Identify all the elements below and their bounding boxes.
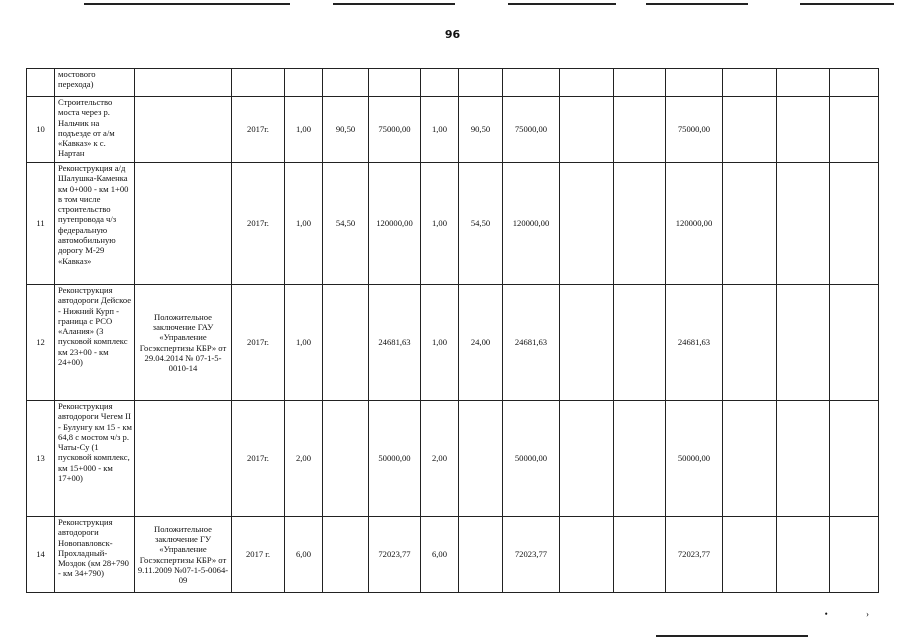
empty-cell	[723, 69, 777, 97]
table-row	[27, 163, 879, 285]
year-cell: 2017г.	[232, 285, 285, 401]
value-cell	[323, 517, 369, 593]
expertise-document: Положительное заключение ГАУ «Управление Госэкспертизы КБР» от 29.04.2014 № 07-1-5-0010-14	[135, 285, 232, 401]
row-number: 14	[27, 517, 55, 593]
row-number: 10	[27, 97, 55, 163]
empty-cell	[614, 163, 666, 285]
value-cell: 50000,00	[369, 401, 421, 517]
value-cell: 1,00	[421, 163, 459, 285]
value-cell	[285, 69, 323, 97]
empty-cell	[830, 163, 879, 285]
expertise-document	[135, 97, 232, 163]
value-cell: 120000,00	[666, 163, 723, 285]
empty-cell	[777, 517, 830, 593]
year-cell: 2017г.	[232, 163, 285, 285]
top-rule-5	[800, 3, 894, 5]
value-cell: 75000,00	[369, 97, 421, 163]
value-cell: 24,00	[459, 285, 503, 401]
value-cell: 54,50	[323, 163, 369, 285]
empty-cell	[560, 401, 614, 517]
value-cell: 2,00	[285, 401, 323, 517]
empty-cell	[830, 97, 879, 163]
value-cell: 1,00	[285, 285, 323, 401]
value-cell	[459, 517, 503, 593]
empty-cell	[560, 517, 614, 593]
value-cell: 1,00	[421, 285, 459, 401]
value-cell: 72023,77	[503, 517, 560, 593]
value-cell	[323, 285, 369, 401]
empty-cell	[830, 401, 879, 517]
value-cell: 90,50	[459, 97, 503, 163]
value-cell: 24681,63	[666, 285, 723, 401]
empty-cell	[830, 69, 879, 97]
row-number	[27, 69, 55, 97]
bottom-rule	[656, 635, 808, 637]
empty-cell	[777, 69, 830, 97]
year-cell	[232, 69, 285, 97]
object-name: Строительство моста через р. Нальчик на подъезде от а/м «Кавказ» к с. Нартан	[55, 97, 135, 163]
value-cell: 1,00	[421, 97, 459, 163]
empty-cell	[560, 69, 614, 97]
top-rule-4	[646, 3, 748, 5]
empty-cell	[614, 97, 666, 163]
value-cell: 54,50	[459, 163, 503, 285]
table-row	[27, 285, 879, 401]
top-rule-1	[84, 3, 290, 5]
expertise-document	[135, 163, 232, 285]
value-cell: 24681,63	[503, 285, 560, 401]
empty-cell	[560, 163, 614, 285]
value-cell: 2,00	[421, 401, 459, 517]
value-cell: 120000,00	[369, 163, 421, 285]
value-cell	[459, 401, 503, 517]
value-cell: 75000,00	[666, 97, 723, 163]
row-number: 11	[27, 163, 55, 285]
object-name: Реконструкция а/д Шалушка-Каменка км 0+000 - км 1+00 в том числе строительство путепровода ч/з федеральную автомобильную дорогу М-29 «Кавказ»	[55, 163, 135, 285]
value-cell	[421, 69, 459, 97]
value-cell: 75000,00	[503, 97, 560, 163]
empty-cell	[614, 401, 666, 517]
empty-cell	[614, 69, 666, 97]
empty-cell	[723, 517, 777, 593]
year-cell: 2017 г.	[232, 517, 285, 593]
empty-cell	[723, 97, 777, 163]
object-name: Реконструкция автодороги Новопавловск-Прохладный-Моздок (км 28+790 - км 34+790)	[55, 517, 135, 593]
table-row	[27, 97, 879, 163]
corner-marks: • ›	[824, 609, 887, 619]
empty-cell	[723, 163, 777, 285]
top-rule-3	[508, 3, 616, 5]
value-cell: 1,00	[285, 163, 323, 285]
object-name: Реконструкция автодороги Дейское - Нижний Курп - граница с РСО «Алания» (3 пусковой комплекс км 23+00 - км 24+00)	[55, 285, 135, 401]
empty-cell	[777, 163, 830, 285]
value-cell: 72023,77	[369, 517, 421, 593]
empty-cell	[777, 285, 830, 401]
empty-cell	[560, 285, 614, 401]
value-cell	[459, 69, 503, 97]
value-cell: 6,00	[421, 517, 459, 593]
empty-cell	[614, 517, 666, 593]
page-number: 96	[444, 28, 461, 41]
value-cell	[369, 69, 421, 97]
value-cell	[666, 69, 723, 97]
value-cell: 1,00	[285, 97, 323, 163]
expertise-document	[135, 401, 232, 517]
object-name: Реконструкция автодороги Чегем II - Булунгу км 15 - км 64,8 с мостом ч/з р. Чаты-Су (1 пусковой комплекс, км 15+000 - км 17+00)	[55, 401, 135, 517]
object-name: мостового перехода)	[55, 69, 135, 97]
empty-cell	[723, 285, 777, 401]
empty-cell	[723, 401, 777, 517]
value-cell	[503, 69, 560, 97]
empty-cell	[560, 97, 614, 163]
value-cell	[323, 69, 369, 97]
objects-table	[26, 68, 879, 593]
value-cell: 50000,00	[666, 401, 723, 517]
empty-cell	[830, 517, 879, 593]
expertise-document: Положительное заключение ГУ «Управление Госэкспертизы КБР» от 9.11.2009 №07-1-5-0064-09	[135, 517, 232, 593]
expertise-document	[135, 69, 232, 97]
value-cell: 120000,00	[503, 163, 560, 285]
table-row	[27, 517, 879, 593]
empty-cell	[777, 401, 830, 517]
empty-cell	[614, 285, 666, 401]
year-cell: 2017г.	[232, 97, 285, 163]
value-cell: 24681,63	[369, 285, 421, 401]
value-cell: 6,00	[285, 517, 323, 593]
value-cell	[323, 401, 369, 517]
empty-cell	[777, 97, 830, 163]
row-number: 13	[27, 401, 55, 517]
value-cell: 90,50	[323, 97, 369, 163]
table-row	[27, 69, 879, 97]
table-row	[27, 401, 879, 517]
empty-cell	[830, 285, 879, 401]
top-rule-2	[333, 3, 455, 5]
value-cell: 72023,77	[666, 517, 723, 593]
value-cell: 50000,00	[503, 401, 560, 517]
row-number: 12	[27, 285, 55, 401]
year-cell: 2017г.	[232, 401, 285, 517]
